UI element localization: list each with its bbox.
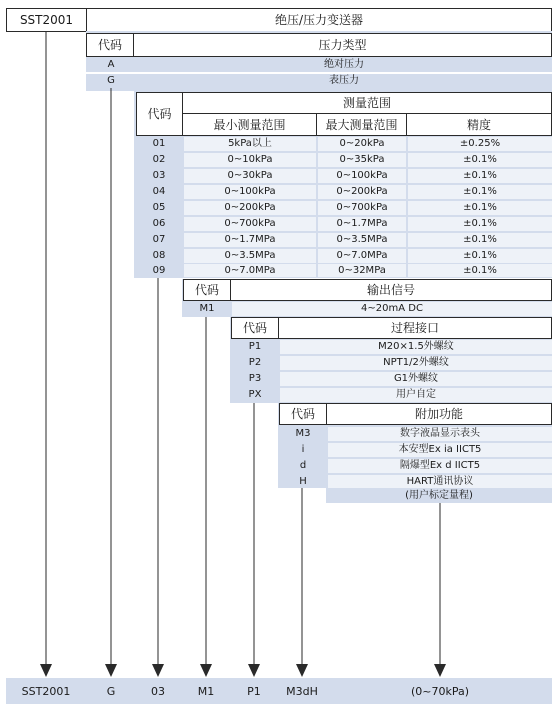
range-min: 0~30kPa <box>184 169 316 183</box>
extra-header-label: 附加功能 <box>414 407 463 421</box>
extra-desc: 本安型Ex ia IICT5 <box>328 443 552 457</box>
arrow-down-icon <box>200 664 212 677</box>
extra-code: M3 <box>295 428 311 439</box>
extra-code: H <box>299 475 307 487</box>
output-code-header-label: 代码 <box>194 283 219 297</box>
arrow-down-icon <box>40 664 52 677</box>
example-output: M1 <box>197 684 215 698</box>
arrow-down-icon <box>296 664 308 677</box>
extra-desc: 数字液晶显示表头 <box>328 427 552 441</box>
range-accuracy: ±0.1% <box>408 185 552 199</box>
process-desc: G1外螺纹 <box>280 372 552 386</box>
range-code: 08 <box>152 250 166 261</box>
range-accuracy: ±0.1% <box>408 233 552 247</box>
range-accuracy: ±0.1% <box>408 249 552 263</box>
process-desc: M20×1.5外螺纹 <box>280 340 552 354</box>
range-code: 01 <box>152 138 166 149</box>
range-max: 0~35kPa <box>318 153 406 167</box>
range-code: 04 <box>152 186 166 197</box>
range-min: 0~7.0MPa <box>184 264 316 277</box>
range-min: 0~3.5MPa <box>184 249 316 263</box>
range-code-header-label: 代码 <box>147 107 172 121</box>
pressure-type-code: G <box>107 75 115 86</box>
range-min: 0~10kPa <box>184 153 316 167</box>
range-code: 05 <box>152 202 166 213</box>
output-code: M1 <box>199 303 215 314</box>
range-min-header-label: 最小测量范围 <box>213 117 286 132</box>
output-desc: 4~20mA DC <box>232 302 552 316</box>
range-code: 03 <box>152 170 166 181</box>
pressure-type-header-label: 压力类型 <box>318 38 367 52</box>
range-max: 0~7.0MPa <box>318 249 406 263</box>
range-max-header-label: 最大测量范围 <box>325 117 398 132</box>
process-code: P2 <box>248 357 262 368</box>
extra-code-header-label: 代码 <box>290 407 315 421</box>
arrow-down-icon <box>105 664 117 677</box>
output-header-label: 输出信号 <box>366 283 415 297</box>
process-code-header-label: 代码 <box>242 321 267 335</box>
example-model: SST2001 <box>21 684 71 698</box>
range-code: 07 <box>152 234 166 245</box>
example-span: (0~70kPa) <box>410 684 470 698</box>
process-code: P1 <box>248 341 262 352</box>
arrow-down-icon <box>152 664 164 677</box>
range-max: 0~1.7MPa <box>318 217 406 231</box>
range-min: 0~1.7MPa <box>184 233 316 247</box>
range-max: 0~700kPa <box>318 201 406 215</box>
extra-code: i <box>301 444 305 455</box>
pressure-type-desc: 绝对压力 <box>324 59 364 70</box>
range-accuracy-header-label: 精度 <box>466 117 491 132</box>
model-code: SST2001 <box>19 13 74 27</box>
range-accuracy: ±0.1% <box>408 169 552 183</box>
process-desc: 用户自定 <box>280 388 552 402</box>
range-max: 0~3.5MPa <box>318 233 406 247</box>
pressure-type-code: A <box>107 59 115 70</box>
range-code: 06 <box>152 218 166 229</box>
range-max: 0~100kPa <box>318 169 406 183</box>
process-code: P3 <box>248 373 262 384</box>
process-code: PX <box>248 389 262 400</box>
range-min: 0~200kPa <box>184 201 316 215</box>
range-accuracy: ±0.1% <box>408 217 552 231</box>
range-accuracy: ±0.1% <box>408 201 552 215</box>
extra-desc: HART通讯协议 <box>328 475 552 488</box>
process-desc: NPT1/2外螺纹 <box>280 356 552 370</box>
range-code: 02 <box>152 154 166 165</box>
extra-desc: 隔爆型Ex d IICT5 <box>328 459 552 473</box>
product-title: 绝压/压力变送器 <box>274 13 364 27</box>
pressure-type-desc: 表压力 <box>329 75 359 86</box>
range-accuracy: ±0.25% <box>408 137 552 151</box>
arrow-down-icon <box>434 664 446 677</box>
range-header-label: 测量范围 <box>342 96 391 110</box>
example-type: G <box>106 684 116 698</box>
range-min: 5kPa以上 <box>184 137 316 151</box>
range-max: 0~32MPa <box>318 264 406 277</box>
range-code: 09 <box>152 264 166 276</box>
range-accuracy: ±0.1% <box>408 153 552 167</box>
user-calibration-note: (用户标定量程) <box>326 488 552 503</box>
range-max: 0~20kPa <box>318 137 406 151</box>
range-accuracy: ±0.1% <box>408 264 552 277</box>
extra-code: d <box>299 460 307 471</box>
example-range: 03 <box>151 684 165 698</box>
example-extra: M3dH <box>286 684 318 698</box>
range-min: 0~100kPa <box>184 185 316 199</box>
example-process: P1 <box>247 684 261 698</box>
arrow-down-icon <box>248 664 260 677</box>
pressure-type-code-header-label: 代码 <box>97 38 122 52</box>
process-header-label: 过程接口 <box>390 321 439 335</box>
range-max: 0~200kPa <box>318 185 406 199</box>
range-min: 0~700kPa <box>184 217 316 231</box>
